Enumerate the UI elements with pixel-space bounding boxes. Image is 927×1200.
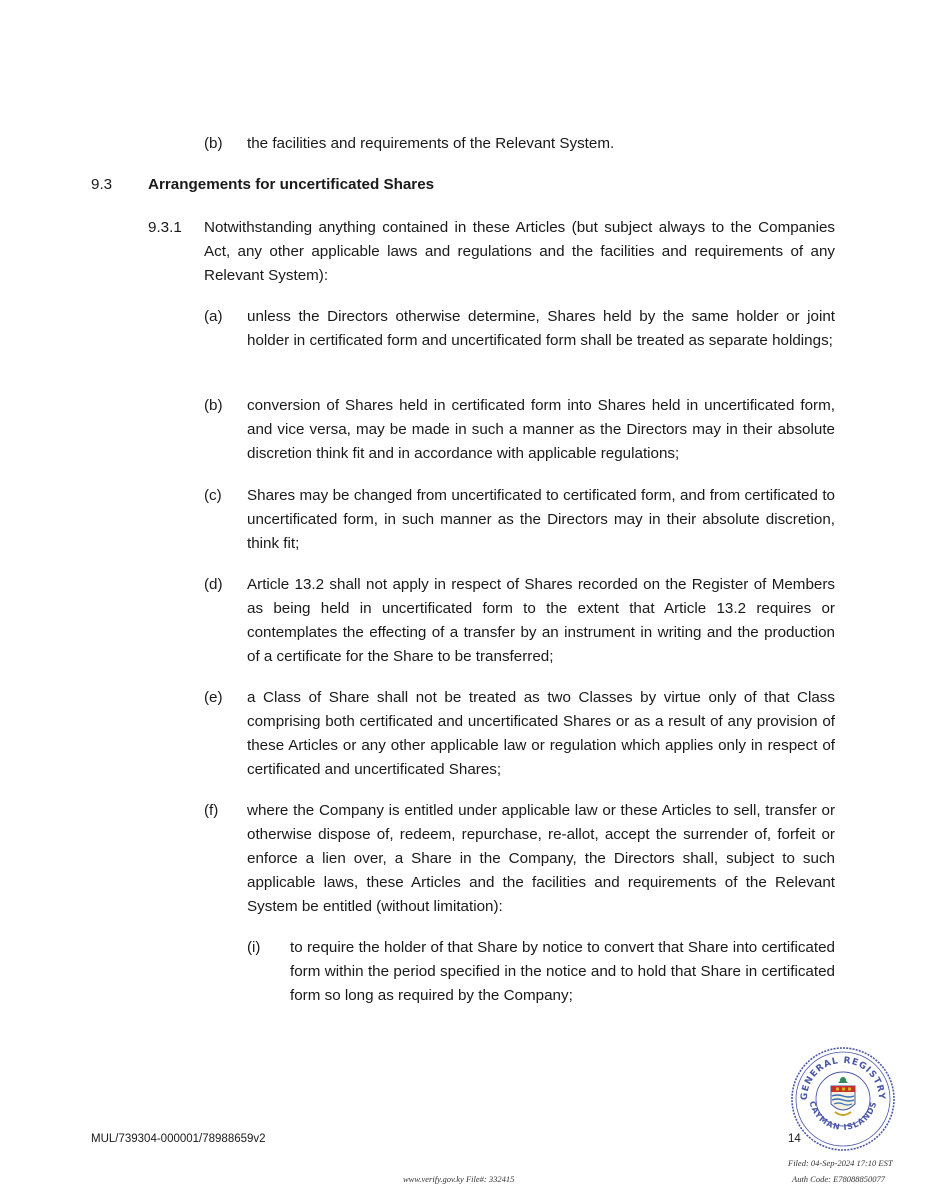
auth-code: Auth Code: E78088850077: [792, 1174, 886, 1184]
item-label-e: (e): [204, 689, 223, 706]
clause-number: 9.3.1: [148, 219, 182, 236]
item-text-e: a Class of Share shall not be treated as two Classes by virtue only of that Class comprising both certificated and uncertificated Shares or as a result of any provision of these Articles or any other applicable law or regulation which applies only in respect of certificated and uncertificated Shares;: [247, 689, 835, 778]
item-text-d: Article 13.2 shall not apply in respect of Shares recorded on the Register of Members as being held in uncertificated form to the extent that Article 13.2 requires or contemplates the effecting of a transfer by an instrument in writing and the production of a certificate for the Share to be transferred;: [247, 576, 835, 665]
seal-top-text: GENERAL REGISTRY: [799, 1055, 887, 1101]
section-title: Arrangements for uncertificated Shares: [148, 176, 435, 193]
item-text-b: conversion of Shares held in certificated form into Shares held in uncertificated form, and vice versa, may be made in such a manner as the Directors may in their absolute discretion think fit and in accordance with applicable regulations;: [247, 397, 835, 462]
item-text-top-b: the facilities and requirements of the Relevant System.: [247, 135, 615, 152]
section-number: 9.3: [91, 176, 113, 193]
coat-of-arms-icon: [831, 1077, 855, 1115]
item-label-c: (c): [204, 487, 222, 504]
verify-link[interactable]: www.verify.gov.ky File#: 332415: [403, 1174, 515, 1184]
item-label-a: (a): [204, 308, 223, 325]
item-text-a: unless the Directors otherwise determine, Shares held by the same holder or joint holder in certificated form and uncertificated form shall be treated as separate holdings;: [247, 308, 835, 349]
document-reference: MUL/739304-000001/78988659v2: [91, 1133, 266, 1145]
item-label-d: (d): [204, 576, 223, 593]
item-text-f: where the Company is entitled under applicable law or these Articles to sell, transfer or otherwise dispose of, redeem, repurchase, re-allot, accept the surrender of, forfeit or enforce a lien over, a Share in the Company, the Directors shall, subject to such applicable laws, these Articles and the facilities and requirements of the Relevant System be entitled (without limitation):: [247, 802, 835, 915]
subitem-label-i: (i): [247, 939, 261, 956]
clause-text: Notwithstanding anything contained in these Articles (but subject always to the Companies Act, any other applicable laws and regulations and the facilities and requirements of any Relevant System):: [204, 219, 835, 284]
general-registry-seal-icon: [790, 1046, 896, 1152]
seal-bottom-text: CAYMAN ISLANDS: [807, 1100, 879, 1132]
page-number: 14: [788, 1133, 801, 1145]
item-label-top-b: (b): [204, 135, 223, 152]
subitem-text-i: to require the holder of that Share by notice to convert that Share into certificated form within the period specified in the notice and to hold that Share in certificated form so long as required by the Company;: [290, 939, 835, 1004]
item-label-b: (b): [204, 397, 223, 414]
filed-stamp: Filed: 04-Sep-2024 17:10 EST: [788, 1158, 893, 1168]
item-label-f: (f): [204, 802, 219, 819]
item-text-c: Shares may be changed from uncertificated to certificated form, and from certificated to uncertificated form, in such manner as the Directors may in their absolute discretion, think fit;: [247, 487, 835, 552]
